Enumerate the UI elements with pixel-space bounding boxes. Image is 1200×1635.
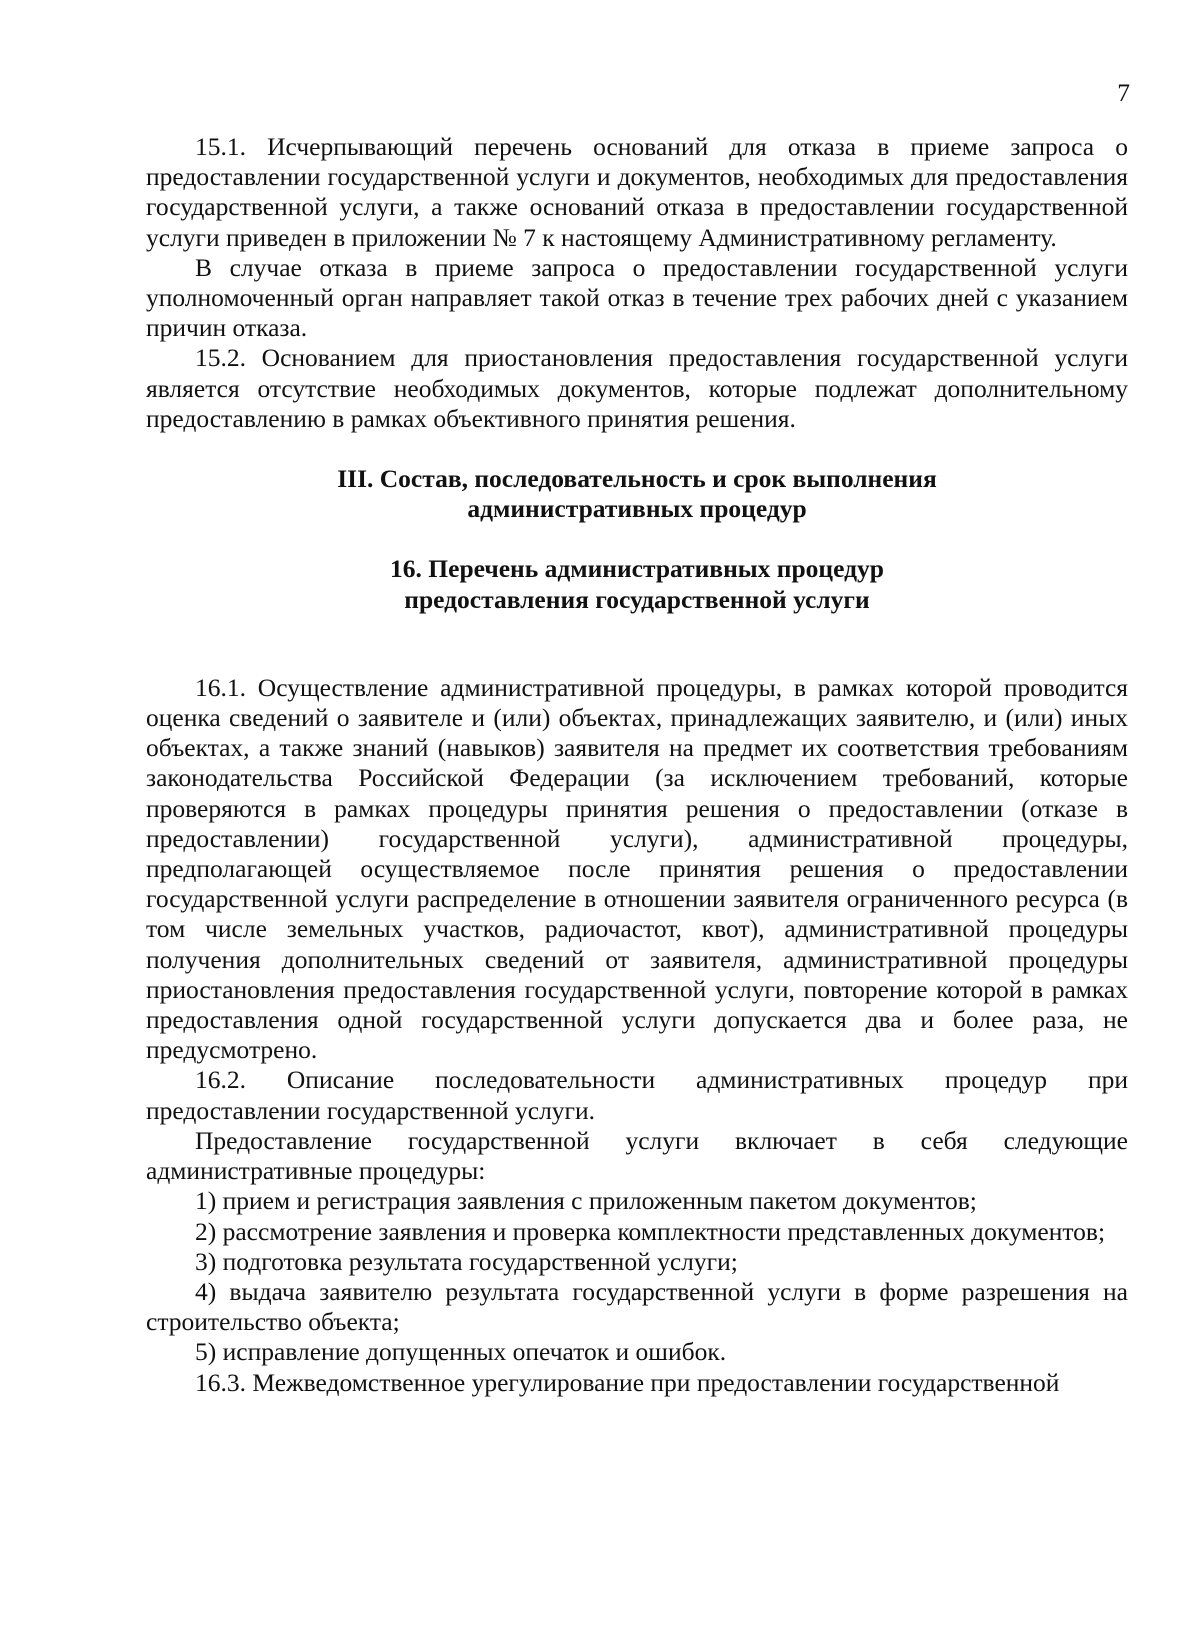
paragraph-15-1-refusal: В случае отказа в приеме запроса о предоставлении государственной услуги уполномоченный орган направляет такой отказ в течение трех рабочих дней с указанием причин отказа.	[146, 252, 1128, 343]
paragraph-16-2-intro: Предоставление государственной услуги включает в себя следующие административные процедуры:	[146, 1125, 1128, 1186]
spacer	[146, 615, 1128, 673]
page-number: 7	[1117, 78, 1130, 107]
paragraph-15-2: 15.2. Основанием для приостановления предоставления государственной услуги является отсутствие необходимых документов, которые подлежат дополнительному предоставлению в рамках объективного принятия решения.	[146, 343, 1128, 433]
section-iii-heading	[146, 464, 1128, 524]
paragraph-16-1: 16.1. Осуществление административной процедуры, в рамках которой проводится оценка сведений о заявителе и (или) объектах, принадлежащих заявителю, и (или) иных объектах, а также знаний (навыков) заявителя на предмет их соответствия требованиям законодательства Российской Федерации (за исключением требований, которые проверяются в рамках процедуры принятия решения о предоставлении (отказе в предоставлении) государственной услуги), административной процедуры, предполагающей осуществляемое после принятия решения о предоставлении государственной услуги распределение в отношении заявителя ограниченного ресурса (в том числе земельных участков, радиочастот, квот), административной процедуры получения дополнительных сведений от заявителя, административной процедуры приостановления предоставления государственной услуги, повторение которой в рамках предоставления одной государственной услуги допускается два и более раза, не предусмотрено.	[146, 672, 1128, 1065]
paragraph-16-2: 16.2. Описание последовательности административных процедур при предоставлении государственной услуги.	[146, 1065, 1128, 1125]
paragraph-16-3: 16.3. Межведомственное урегулирование при предоставлении государственной	[195, 1367, 1060, 1397]
section-iii-heading-line-2: административных процедур	[467, 494, 807, 524]
procedure-item-1: 1) прием и регистрация заявления с приложенным пакетом документов;	[195, 1186, 977, 1216]
procedure-item-3: 3) подготовка результата государственной услуги;	[195, 1246, 738, 1276]
section-16-heading	[146, 554, 1128, 614]
procedure-item-4: 4) выдача заявителю результата государственной услуги в форме разрешения на строительство объекта;	[146, 1276, 1128, 1337]
document-body	[146, 132, 1128, 1398]
section-16-heading-line-1: 16. Перечень административных процедур	[390, 554, 884, 584]
paragraph-15-1: 15.1. Исчерпывающий перечень оснований для отказа в приеме запроса о предоставлении государственной услуги и документов, необходимых для предоставления государственной услуги, а также оснований отказа в предоставлении государственной услуги приведен в приложении № 7 к настоящему Административному регламенту.	[146, 132, 1128, 252]
procedure-item-2: 2) рассмотрение заявления и проверка комплектности представленных документов;	[195, 1216, 1106, 1246]
spacer	[146, 524, 1128, 554]
spacer	[146, 434, 1128, 464]
section-16-heading-line-2: предоставления государственной услуги	[404, 584, 870, 614]
procedure-item-5: 5) исправление допущенных опечаток и ошибок.	[195, 1337, 727, 1367]
section-iii-heading-line-1: III. Состав, последовательность и срок выполнения	[337, 464, 937, 494]
